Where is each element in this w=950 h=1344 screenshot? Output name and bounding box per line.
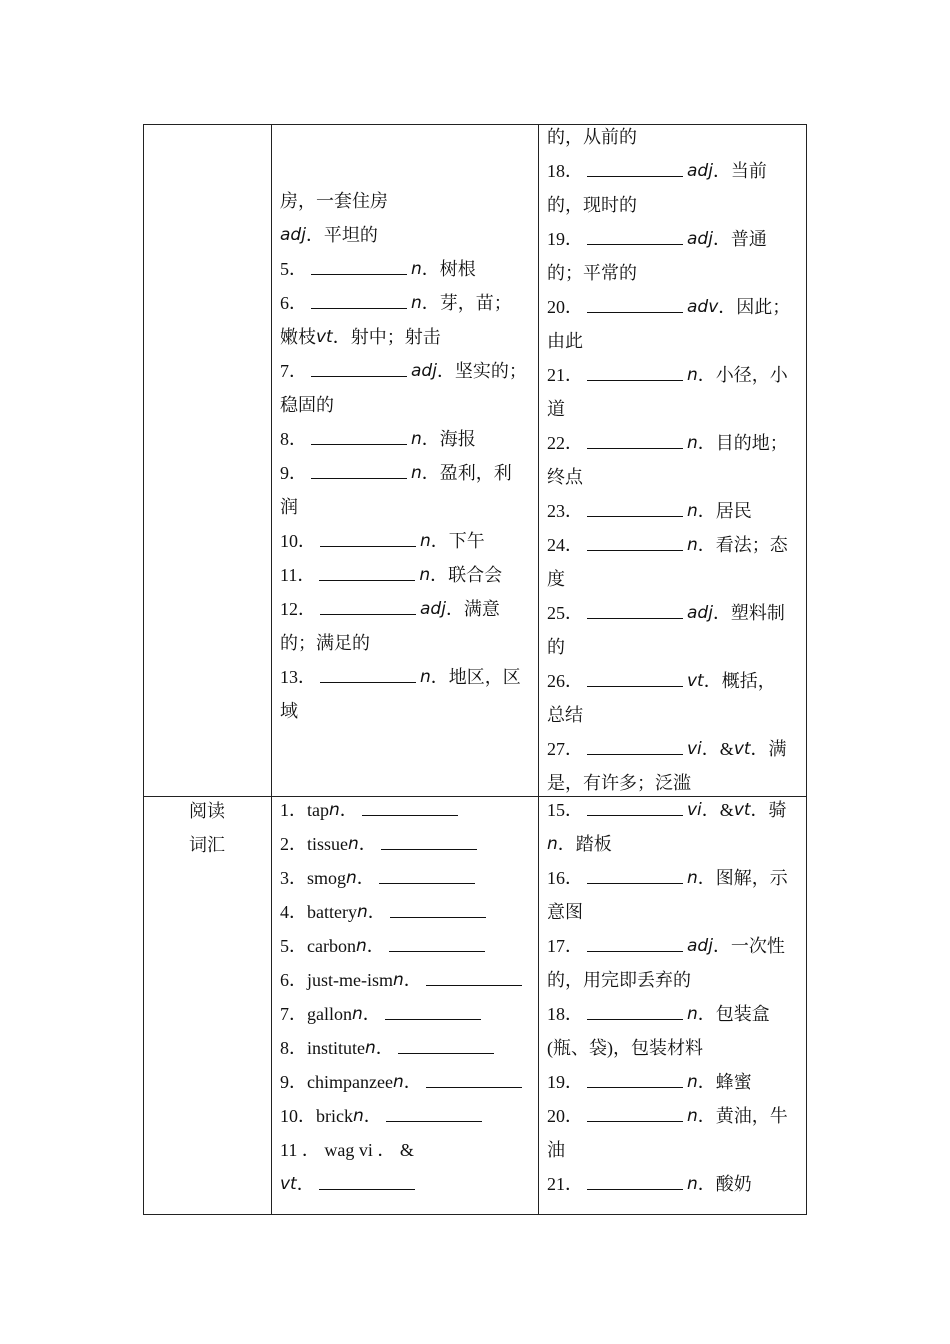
- part-of-speech: n: [392, 1072, 404, 1092]
- vocab-line: [280, 286, 529, 320]
- vocab-line: [547, 290, 797, 324]
- part-of-speech: n: [687, 1174, 698, 1194]
- vocab-text: 25．: [547, 603, 583, 623]
- vocab-line: [280, 1031, 529, 1065]
- vocab-text: 7．gallon: [280, 1004, 352, 1024]
- part-of-speech: adj: [420, 599, 446, 619]
- vocab-text: ．因此；: [718, 297, 791, 317]
- part-of-speech: n: [687, 535, 698, 555]
- vocab-text: ．塑料制: [712, 603, 785, 623]
- answer-blank[interactable]: [587, 426, 683, 449]
- vocab-text: 1．tap: [280, 800, 329, 820]
- vocab-line: [547, 358, 797, 392]
- part-of-speech: n: [687, 433, 698, 453]
- answer-blank[interactable]: [311, 422, 407, 445]
- vocab-text: 的；满足的: [280, 633, 370, 653]
- vocab-line: [547, 154, 797, 188]
- vocab-text: 嫩枝: [280, 327, 316, 347]
- bottom-right-cell: [547, 793, 797, 1201]
- answer-blank[interactable]: [587, 154, 683, 177]
- answer-blank[interactable]: [320, 660, 416, 683]
- vocab-text: ．: [296, 1174, 315, 1194]
- vocab-line: [547, 793, 797, 827]
- answer-blank[interactable]: [362, 793, 458, 816]
- table-right-border: [806, 124, 807, 1215]
- vocab-text: 22．: [547, 433, 583, 453]
- vocab-line: [280, 558, 529, 592]
- part-of-speech: vt: [280, 1174, 297, 1194]
- part-of-speech: adj: [687, 936, 713, 956]
- vocab-line: [280, 660, 529, 694]
- part-of-speech: adj: [687, 161, 713, 181]
- vocab-line: [280, 895, 529, 929]
- vocab-line: [280, 1133, 529, 1167]
- vocab-text: ．蜂蜜: [697, 1072, 752, 1092]
- answer-blank[interactable]: [389, 929, 485, 952]
- part-of-speech: n: [411, 429, 422, 449]
- answer-blank[interactable]: [587, 1065, 683, 1088]
- answer-blank[interactable]: [426, 1065, 522, 1088]
- part-of-speech: n: [365, 1038, 376, 1058]
- vocab-text: ．&: [701, 739, 734, 759]
- vocab-text: 3．smog: [280, 868, 347, 888]
- vocab-line: [547, 1133, 797, 1167]
- vocab-text: 17．: [547, 936, 583, 956]
- vocab-line: [547, 222, 797, 256]
- vocab-text: ．: [358, 834, 377, 854]
- vocab-text: 2．tissue: [280, 834, 349, 854]
- vocab-text: 11 ． wag vi ． &: [280, 1140, 414, 1160]
- vocab-line: [280, 793, 529, 827]
- answer-blank[interactable]: [319, 558, 415, 581]
- vocab-text: ．目的地；: [697, 433, 788, 453]
- answer-blank[interactable]: [379, 861, 475, 884]
- vocab-text: ．小径，小: [697, 365, 788, 385]
- vocab-text: 27．: [547, 739, 583, 759]
- answer-blank[interactable]: [587, 732, 683, 755]
- table-bottom-border: [143, 1214, 807, 1215]
- answer-blank[interactable]: [426, 963, 522, 986]
- answer-blank[interactable]: [587, 290, 683, 313]
- answer-blank[interactable]: [587, 929, 683, 952]
- part-of-speech: n: [352, 1106, 364, 1126]
- vocab-text: 的: [547, 637, 565, 657]
- vocab-text: 21．: [547, 1174, 583, 1194]
- vocab-line: [280, 997, 529, 1031]
- vocab-text: 是，有许多；泛滥: [547, 773, 691, 793]
- vocab-line: [280, 1065, 529, 1099]
- vocab-text: ．骑: [750, 800, 787, 820]
- vocab-text: ．一次性: [712, 936, 785, 956]
- vocab-line: [547, 1065, 797, 1099]
- vocab-line: [547, 1099, 797, 1133]
- vocab-text: 总结: [547, 705, 583, 725]
- vocab-text: 15．: [547, 800, 583, 820]
- answer-blank[interactable]: [587, 997, 683, 1020]
- vocab-text: 7．: [280, 361, 307, 381]
- part-of-speech: n: [352, 1004, 363, 1024]
- vocab-line: [280, 456, 529, 490]
- answer-blank[interactable]: [587, 222, 683, 245]
- vocab-text: 8．: [280, 429, 307, 449]
- vocab-text: 道: [547, 399, 565, 419]
- vocab-line: [280, 422, 529, 456]
- vocab-text: 的，从前的: [547, 127, 637, 147]
- vocab-text: 20．: [547, 297, 583, 317]
- vocab-line: [280, 1099, 529, 1133]
- answer-blank[interactable]: [587, 1167, 683, 1190]
- answer-blank[interactable]: [587, 596, 683, 619]
- vocab-text: 10．: [280, 531, 316, 551]
- vocab-text: ．联合会: [430, 565, 503, 585]
- answer-blank[interactable]: [587, 861, 683, 884]
- answer-blank[interactable]: [390, 895, 486, 918]
- vocab-text: 的，现时的: [547, 195, 637, 215]
- answer-blank[interactable]: [385, 997, 481, 1020]
- vocab-text: ．盈利，利: [421, 463, 512, 483]
- table-left-border: [143, 124, 144, 1215]
- part-of-speech: n: [687, 1106, 698, 1126]
- part-of-speech: n: [419, 565, 431, 585]
- vocab-text: 13．: [280, 667, 316, 687]
- vocab-line: [547, 426, 797, 460]
- vocab-line: [280, 388, 529, 422]
- part-of-speech: n: [547, 834, 558, 854]
- vocab-text: 4．battery: [280, 902, 357, 922]
- vocab-text: ．居民: [697, 501, 752, 521]
- vocab-line: [547, 562, 797, 596]
- vocab-line: [280, 626, 529, 660]
- top-right-cell: [547, 120, 797, 800]
- vocab-text: 油: [547, 1140, 565, 1160]
- vocab-text: ．: [366, 936, 385, 956]
- answer-blank[interactable]: [587, 528, 683, 551]
- vocab-line: [547, 1031, 797, 1065]
- vocab-text: ．: [339, 800, 358, 820]
- answer-blank[interactable]: [587, 664, 683, 687]
- vocab-line: [280, 694, 529, 728]
- vocab-line: [280, 963, 529, 997]
- vocab-text: 由此: [547, 331, 583, 351]
- vocab-text: ．射中；射击: [332, 327, 441, 347]
- vocab-line: [280, 524, 529, 558]
- vocab-text: ．平坦的: [305, 225, 378, 245]
- vocab-text: ．图解，示: [697, 868, 788, 888]
- part-of-speech: n: [411, 293, 422, 313]
- vocab-line: [280, 320, 529, 354]
- answer-blank[interactable]: [398, 1031, 494, 1054]
- vocab-line: [280, 861, 529, 895]
- part-of-speech: n: [346, 868, 357, 888]
- vocab-text: 26．: [547, 671, 583, 691]
- vocab-text: ．概括，: [703, 671, 776, 691]
- vocab-text: (瓶、袋)，包装材料: [547, 1038, 703, 1058]
- vocab-text: ．树根: [421, 259, 476, 279]
- vocab-text: ．普通: [712, 229, 767, 249]
- part-of-speech: n: [393, 970, 404, 990]
- vocab-text: 18．: [547, 1004, 583, 1024]
- vocab-text: 19．: [547, 229, 583, 249]
- vocab-text: 9．: [280, 463, 307, 483]
- vocab-text: ．: [403, 970, 422, 990]
- answer-blank[interactable]: [319, 1167, 415, 1190]
- answer-blank[interactable]: [587, 494, 683, 517]
- answer-blank[interactable]: [587, 793, 683, 816]
- vocab-text: ．&: [701, 800, 734, 820]
- part-of-speech: n: [411, 463, 422, 483]
- vocab-text: ．踏板: [557, 834, 612, 854]
- vocab-line: [280, 1167, 529, 1201]
- answer-blank[interactable]: [311, 252, 407, 275]
- answer-blank[interactable]: [311, 286, 407, 309]
- vocab-line: [547, 997, 797, 1031]
- vocab-text: ．满: [750, 739, 787, 759]
- vocab-text: 21．: [547, 365, 583, 385]
- vocab-line: [547, 698, 797, 732]
- answer-blank[interactable]: [386, 1099, 482, 1122]
- vocab-text: ．包装盒: [697, 1004, 770, 1024]
- part-of-speech: vi: [687, 739, 702, 759]
- vocab-text: 19．: [547, 1072, 583, 1092]
- part-of-speech: n: [420, 667, 431, 687]
- vocab-text: ．: [367, 902, 386, 922]
- vocab-line: [547, 324, 797, 358]
- section-label-reading-vocab: [143, 794, 271, 862]
- vocab-line: [547, 895, 797, 929]
- vocab-text: ．下午: [430, 531, 485, 551]
- section-label-line-1: 阅读: [189, 801, 225, 821]
- vocab-line: [547, 460, 797, 494]
- vocab-text: ．地区，区: [430, 667, 521, 687]
- vocab-text: 润: [280, 497, 298, 517]
- vocab-text: 18．: [547, 161, 583, 181]
- vocab-text: 终点: [547, 467, 583, 487]
- part-of-speech: n: [420, 531, 431, 551]
- vocab-text: 10．brick: [280, 1106, 353, 1126]
- part-of-speech: n: [687, 868, 698, 888]
- vocab-text: 稳固的: [280, 395, 334, 415]
- part-of-speech: n: [356, 902, 368, 922]
- vocab-line: [547, 861, 797, 895]
- part-of-speech: vi: [687, 800, 702, 820]
- vocab-text: ．: [356, 868, 375, 888]
- answer-blank[interactable]: [587, 1099, 683, 1122]
- vocab-line: [280, 592, 529, 626]
- vocab-text: 房，一套住房: [280, 191, 388, 211]
- vocab-text: ．满意: [445, 599, 500, 619]
- bottom-middle-cell: [280, 793, 529, 1201]
- vocab-text: ．: [375, 1038, 394, 1058]
- part-of-speech: adj: [687, 603, 713, 623]
- part-of-speech: n: [687, 1072, 698, 1092]
- answer-blank[interactable]: [587, 358, 683, 381]
- vocab-line: [547, 256, 797, 290]
- vocab-line: [547, 392, 797, 426]
- vocab-text: 12．: [280, 599, 316, 619]
- part-of-speech: adj: [687, 229, 713, 249]
- vocab-line: [547, 963, 797, 997]
- answer-blank[interactable]: [381, 827, 477, 850]
- vocab-line: [547, 630, 797, 664]
- vocab-text: 23．: [547, 501, 583, 521]
- vocab-line: [547, 929, 797, 963]
- vocab-line: [547, 528, 797, 562]
- vocab-text: ．黄油，牛: [697, 1106, 788, 1126]
- vocab-line: [280, 184, 529, 218]
- part-of-speech: n: [355, 936, 367, 956]
- vocab-text: 6．just-me-ism: [280, 970, 393, 990]
- vocab-line: [280, 354, 529, 388]
- part-of-speech: vt: [733, 739, 751, 759]
- vocab-line: [280, 827, 529, 861]
- vocab-line: [547, 732, 797, 766]
- vocab-text: 6．: [280, 293, 307, 313]
- vocab-line: [547, 120, 797, 154]
- vocab-text: 16．: [547, 868, 583, 888]
- column-divider-1: [271, 124, 272, 1215]
- answer-blank[interactable]: [311, 456, 407, 479]
- vocab-line: [547, 188, 797, 222]
- vocab-text: 24．: [547, 535, 583, 555]
- answer-blank[interactable]: [320, 592, 416, 615]
- vocab-text: ．: [403, 1072, 422, 1092]
- vocab-line: [280, 490, 529, 524]
- part-of-speech: vt: [687, 671, 704, 691]
- vocab-line: [547, 1167, 797, 1201]
- part-of-speech: n: [687, 1004, 698, 1024]
- vocab-text: 9．chimpanzee: [280, 1072, 393, 1092]
- part-of-speech: n: [687, 365, 698, 385]
- part-of-speech: adj: [280, 225, 306, 245]
- vocab-line: [280, 252, 529, 286]
- vocab-line: [547, 664, 797, 698]
- part-of-speech: n: [687, 501, 698, 521]
- vocab-text: 的；平常的: [547, 263, 637, 283]
- part-of-speech: adv: [687, 297, 719, 317]
- vocab-text: 8．institute: [280, 1038, 365, 1058]
- part-of-speech: n: [329, 800, 340, 820]
- vocab-text: 5．: [280, 259, 307, 279]
- vocab-line: [547, 494, 797, 528]
- column-divider-2: [538, 124, 539, 1215]
- vocab-text: ．: [363, 1106, 382, 1126]
- vocab-text: ．坚实的；: [436, 361, 527, 381]
- vocab-text: 域: [280, 701, 298, 721]
- vocab-text: ．: [362, 1004, 381, 1024]
- vocab-text: 度: [547, 569, 565, 589]
- vocab-line: [280, 929, 529, 963]
- top-middle-cell: [280, 184, 529, 728]
- section-label-line-2: 词汇: [189, 835, 225, 855]
- vocab-line: [547, 827, 797, 861]
- vocab-text: 20．: [547, 1106, 583, 1126]
- vocab-text: 的，用完即丢弃的: [547, 970, 691, 990]
- answer-blank[interactable]: [311, 354, 407, 377]
- part-of-speech: vt: [316, 327, 333, 347]
- vocab-text: 5．carbon: [280, 936, 356, 956]
- part-of-speech: adj: [411, 361, 437, 381]
- vocab-text: ．看法；态: [697, 535, 788, 555]
- part-of-speech: n: [411, 259, 422, 279]
- vocab-line: [280, 218, 529, 252]
- part-of-speech: n: [348, 834, 359, 854]
- vocab-text: ．海报: [421, 429, 476, 449]
- vocab-line: [547, 596, 797, 630]
- vocab-text: 意图: [547, 902, 583, 922]
- part-of-speech: vt: [733, 800, 751, 820]
- vocab-text: ．芽，苗；: [421, 293, 512, 313]
- vocab-text: ．酸奶: [697, 1174, 752, 1194]
- vocab-text: ．当前: [712, 161, 767, 181]
- answer-blank[interactable]: [320, 524, 416, 547]
- vocab-text: 11．: [280, 565, 316, 585]
